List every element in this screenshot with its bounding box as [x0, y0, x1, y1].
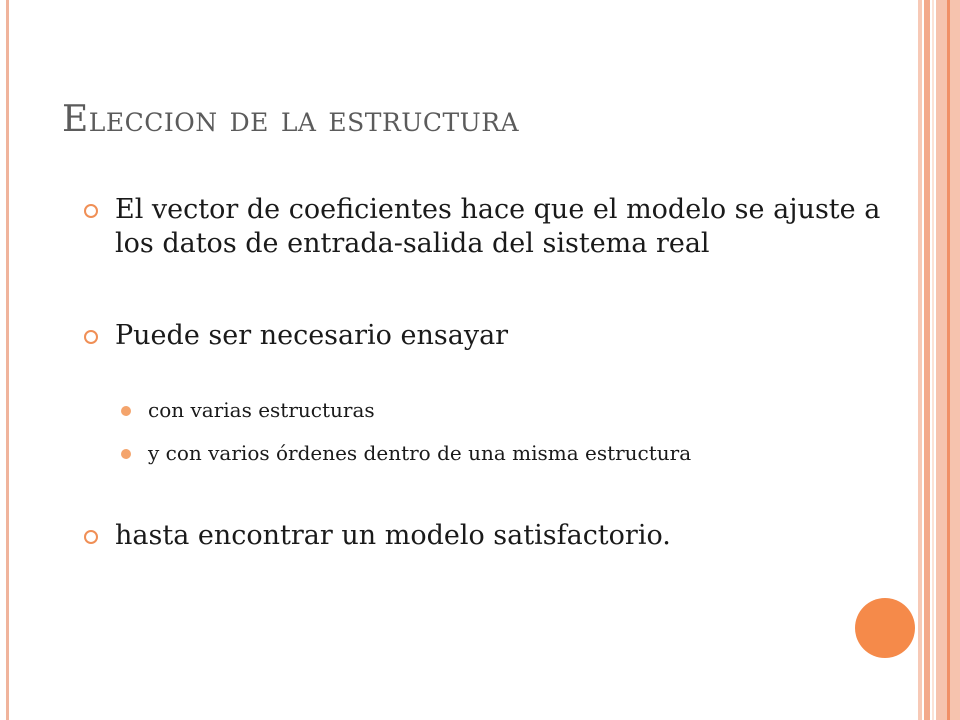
bullet-item — [115, 193, 905, 261]
bullet-ring-icon — [84, 330, 98, 344]
bullet-dot-icon — [121, 406, 131, 416]
bullet-text: El vector de coeficientes hace que el modelo se ajuste a los datos de entrada-salida del sistema real — [115, 194, 881, 259]
bullet-ring-icon — [84, 204, 98, 218]
bullet-item — [115, 319, 905, 353]
sub-bullet-item — [148, 397, 908, 423]
bullet-dot-icon — [121, 449, 131, 459]
decorative-circle-icon — [855, 598, 915, 658]
right-border-stripe — [924, 0, 930, 720]
left-border-line — [6, 0, 9, 720]
sub-bullet-item — [148, 440, 908, 466]
bullet-text: Puede ser necesario ensayar — [115, 320, 509, 351]
right-border-stripe — [918, 0, 922, 720]
sub-bullet-text: con varias estructuras — [148, 398, 375, 422]
right-border-stripe — [947, 0, 950, 720]
bullet-ring-icon — [84, 530, 98, 544]
bullet-text: hasta encontrar un modelo satisfactorio. — [115, 520, 671, 551]
bullet-item — [115, 519, 905, 553]
sub-bullet-text: y con varios órdenes dentro de una misma estructura — [148, 441, 692, 465]
right-border-stripe — [932, 0, 934, 720]
slide-title: Eleccion de la estructura — [62, 99, 520, 140]
